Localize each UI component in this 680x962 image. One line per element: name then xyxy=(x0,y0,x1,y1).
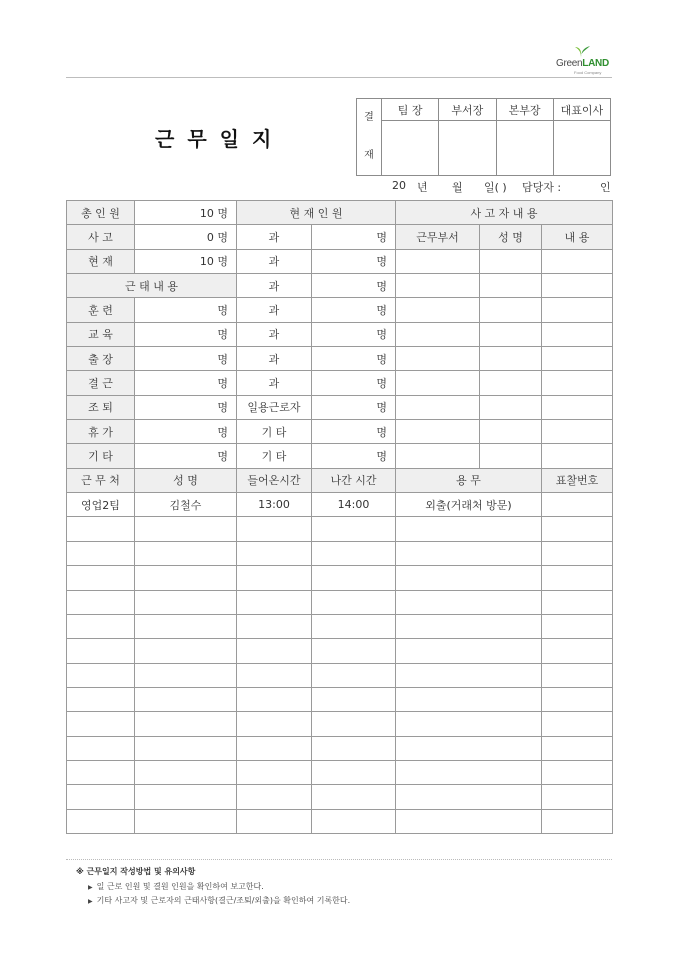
accident-dept-cell[interactable] xyxy=(396,347,480,371)
attendance-value[interactable]: 명 xyxy=(135,371,237,395)
col-dept-header: 근무부서 xyxy=(396,225,480,249)
log-time-in-cell[interactable] xyxy=(237,639,312,663)
date-year-unit: 년 xyxy=(417,181,428,194)
log-time-in-cell[interactable] xyxy=(237,736,312,760)
col-name-header: 성 명 xyxy=(480,225,542,249)
person-in-charge-label: 담당자 : xyxy=(522,181,562,194)
log-col-time-out: 나간 시간 xyxy=(312,468,396,492)
log-name-cell[interactable] xyxy=(135,639,237,663)
log-time-out-cell[interactable]: 14:00 xyxy=(312,493,396,517)
count-unit[interactable]: 명 xyxy=(312,225,396,249)
log-time-out-cell[interactable] xyxy=(312,663,396,687)
accident-dept-cell[interactable] xyxy=(396,371,480,395)
log-name-cell[interactable] xyxy=(135,785,237,809)
log-name-cell[interactable] xyxy=(135,809,237,833)
count-unit[interactable]: 명 xyxy=(312,371,396,395)
attendance-label: 출 장 xyxy=(67,347,135,371)
log-time-in-cell[interactable] xyxy=(237,566,312,590)
accident-name-cell[interactable] xyxy=(480,347,542,371)
log-time-in-cell[interactable] xyxy=(237,687,312,711)
count-unit[interactable]: 명 xyxy=(312,420,396,444)
log-purpose-cell[interactable] xyxy=(396,687,542,711)
signature-box[interactable] xyxy=(553,121,610,176)
current-staff-label: 현 재 인 원 xyxy=(237,201,396,225)
accident-name-cell[interactable] xyxy=(480,371,542,395)
approval-role-ceo: 대표이사 xyxy=(553,99,610,121)
log-name-cell[interactable] xyxy=(135,590,237,614)
approval-role-team-lead: 팀 장 xyxy=(382,99,439,121)
page-title: 근무일지 xyxy=(155,127,285,151)
log-workplace-cell[interactable] xyxy=(67,541,135,565)
log-badge-cell[interactable] xyxy=(542,809,613,833)
log-header-row xyxy=(67,468,613,492)
log-name-cell[interactable] xyxy=(135,517,237,541)
attendance-value[interactable]: 명 xyxy=(135,420,237,444)
log-workplace-cell[interactable] xyxy=(67,809,135,833)
table-row xyxy=(67,493,613,517)
log-badge-cell[interactable] xyxy=(542,493,613,517)
accident-name-cell[interactable] xyxy=(480,420,542,444)
log-workplace-cell[interactable] xyxy=(67,517,135,541)
attendance-mid-label: 과 xyxy=(237,322,312,346)
log-body xyxy=(67,493,613,834)
accident-dept-cell[interactable] xyxy=(396,298,480,322)
log-name-cell[interactable] xyxy=(135,663,237,687)
approval-side-label: 결 재 xyxy=(357,99,382,176)
log-workplace-cell[interactable] xyxy=(67,614,135,638)
log-purpose-cell[interactable] xyxy=(396,614,542,638)
attendance-row xyxy=(67,395,613,419)
attendance-label: 기 타 xyxy=(67,444,135,468)
count-unit[interactable]: 명 xyxy=(312,395,396,419)
log-time-in-cell[interactable] xyxy=(237,517,312,541)
total-staff-label: 총 인 원 xyxy=(67,201,135,225)
accident-detail-cell[interactable] xyxy=(542,420,613,444)
log-time-in-cell[interactable] xyxy=(237,809,312,833)
attendance-value[interactable]: 명 xyxy=(135,444,237,468)
footer-divider xyxy=(66,859,612,860)
attendance-mid-label: 기 타 xyxy=(237,420,312,444)
accident-name-cell[interactable] xyxy=(480,249,542,273)
log-time-in-cell[interactable]: 13:00 xyxy=(237,493,312,517)
accident-detail-cell[interactable] xyxy=(542,347,613,371)
accident-dept-cell[interactable] xyxy=(396,395,480,419)
log-name-cell[interactable] xyxy=(135,541,237,565)
log-purpose-cell[interactable] xyxy=(396,663,542,687)
attendance-value[interactable]: 명 xyxy=(135,347,237,371)
attendance-label: 휴 가 xyxy=(67,420,135,444)
notes-section xyxy=(76,866,350,909)
table-row xyxy=(67,541,613,565)
work-log-table xyxy=(66,200,613,834)
approval-role-division-head: 본부장 xyxy=(496,99,553,121)
table-row xyxy=(67,809,613,833)
log-time-out-cell[interactable] xyxy=(312,687,396,711)
summary-row xyxy=(67,249,613,273)
log-time-out-cell[interactable] xyxy=(312,809,396,833)
attendance-value[interactable]: 명 xyxy=(135,322,237,346)
attendance-row xyxy=(67,420,613,444)
log-name-cell[interactable] xyxy=(135,566,237,590)
log-time-out-cell[interactable] xyxy=(312,760,396,784)
log-time-out-cell[interactable] xyxy=(312,712,396,736)
table-row xyxy=(67,712,613,736)
log-time-out-cell[interactable] xyxy=(312,614,396,638)
date-line xyxy=(356,179,611,193)
log-workplace-cell[interactable] xyxy=(67,639,135,663)
present-label: 현 재 xyxy=(67,249,135,273)
attendance-label: 교 육 xyxy=(67,322,135,346)
count-unit[interactable]: 명 xyxy=(312,249,396,273)
attendance-mid-label: 과 xyxy=(237,298,312,322)
log-workplace-cell[interactable] xyxy=(67,663,135,687)
header-divider xyxy=(66,77,612,78)
log-workplace-cell[interactable] xyxy=(67,736,135,760)
seal-mark: 인 xyxy=(600,181,611,194)
log-purpose-cell[interactable] xyxy=(396,760,542,784)
log-workplace-cell[interactable] xyxy=(67,590,135,614)
log-purpose-cell[interactable] xyxy=(396,785,542,809)
accident-label: 사 고 xyxy=(67,225,135,249)
log-badge-cell[interactable] xyxy=(542,614,613,638)
count-unit[interactable]: 명 xyxy=(312,274,396,298)
attendance-row xyxy=(67,298,613,322)
log-workplace-cell[interactable]: 영업2팀 xyxy=(67,493,135,517)
log-col-name: 성 명 xyxy=(135,468,237,492)
log-time-in-cell[interactable] xyxy=(237,590,312,614)
log-purpose-cell[interactable] xyxy=(396,590,542,614)
accident-detail-cell[interactable] xyxy=(542,322,613,346)
summary-row xyxy=(67,201,613,225)
log-purpose-cell[interactable] xyxy=(396,517,542,541)
signature-box[interactable] xyxy=(496,121,553,176)
signature-box[interactable] xyxy=(382,121,439,176)
log-badge-cell[interactable] xyxy=(542,760,613,784)
log-col-purpose: 용 무 xyxy=(396,468,542,492)
attendance-value[interactable]: 명 xyxy=(135,395,237,419)
table-row xyxy=(67,566,613,590)
log-name-cell[interactable] xyxy=(135,736,237,760)
count-unit[interactable]: 명 xyxy=(312,322,396,346)
dept-unit: 과 xyxy=(237,274,312,298)
log-time-out-cell[interactable] xyxy=(312,785,396,809)
log-workplace-cell[interactable] xyxy=(67,760,135,784)
log-name-cell[interactable] xyxy=(135,614,237,638)
log-badge-cell[interactable] xyxy=(542,541,613,565)
log-purpose-cell[interactable] xyxy=(396,639,542,663)
count-unit[interactable]: 명 xyxy=(312,444,396,468)
accident-name-cell[interactable] xyxy=(480,322,542,346)
notes-item: ▶ 일 근로 인원 및 결원 인원을 확인하여 보고한다. xyxy=(88,882,264,891)
accident-detail-cell[interactable] xyxy=(542,274,613,298)
log-time-in-cell[interactable] xyxy=(237,785,312,809)
attendance-label: 결 근 xyxy=(67,371,135,395)
signature-box[interactable] xyxy=(439,121,496,176)
log-time-in-cell[interactable] xyxy=(237,614,312,638)
log-col-time-in: 들어온시간 xyxy=(237,468,312,492)
accident-detail-cell[interactable] xyxy=(542,444,613,468)
attendance-row xyxy=(67,371,613,395)
dept-unit: 과 xyxy=(237,225,312,249)
col-detail-header: 내 용 xyxy=(542,225,613,249)
table-row xyxy=(67,614,613,638)
log-workplace-cell[interactable] xyxy=(67,785,135,809)
count-unit[interactable]: 명 xyxy=(312,347,396,371)
attendance-row xyxy=(67,444,613,468)
approval-table xyxy=(356,98,611,176)
log-col-badge-number: 표찰번호 xyxy=(542,468,613,492)
accident-name-cell[interactable] xyxy=(480,395,542,419)
log-time-out-cell[interactable] xyxy=(312,517,396,541)
log-time-in-cell[interactable] xyxy=(237,712,312,736)
log-purpose-cell[interactable] xyxy=(396,541,542,565)
attendance-value[interactable]: 명 xyxy=(135,298,237,322)
notes-title: ※ 근무일지 작성방법 및 유의사항 xyxy=(76,867,196,876)
accident-detail-cell[interactable] xyxy=(542,371,613,395)
log-time-in-cell[interactable] xyxy=(237,663,312,687)
log-time-out-cell[interactable] xyxy=(312,639,396,663)
accident-name-cell[interactable] xyxy=(480,298,542,322)
accident-detail-cell[interactable] xyxy=(542,249,613,273)
accident-dept-cell[interactable] xyxy=(396,249,480,273)
log-workplace-cell[interactable] xyxy=(67,687,135,711)
log-time-out-cell[interactable] xyxy=(312,590,396,614)
attendance-mid-label: 과 xyxy=(237,347,312,371)
accident-name-cell[interactable] xyxy=(480,274,542,298)
accident-value[interactable]: 0 명 xyxy=(135,225,237,249)
table-row xyxy=(67,517,613,541)
accident-detail-cell[interactable] xyxy=(542,298,613,322)
leaf-icon xyxy=(570,44,592,58)
date-day[interactable]: 일( ) xyxy=(484,181,507,194)
summary-row xyxy=(67,225,613,249)
attendance-row xyxy=(67,347,613,371)
notes-item: ▶ 기타 사고자 및 근로자의 근태사항(결근/조퇴/외출)을 확인하여 기록한다. xyxy=(88,896,351,905)
table-row xyxy=(67,760,613,784)
table-row xyxy=(67,639,613,663)
present-value[interactable]: 10 명 xyxy=(135,249,237,273)
log-badge-cell[interactable] xyxy=(542,663,613,687)
log-badge-cell[interactable] xyxy=(542,517,613,541)
table-row xyxy=(67,736,613,760)
accident-header: 사 고 자 내 용 xyxy=(396,201,613,225)
approval-role-dept-head: 부서장 xyxy=(439,99,496,121)
date-month[interactable]: 월 xyxy=(452,181,463,194)
table-row xyxy=(67,663,613,687)
log-badge-cell[interactable] xyxy=(542,639,613,663)
logo-subtitle: Food Company xyxy=(574,70,602,75)
summary-row xyxy=(67,274,613,298)
log-purpose-cell[interactable] xyxy=(396,712,542,736)
count-unit[interactable]: 명 xyxy=(312,298,396,322)
attendance-row xyxy=(67,322,613,346)
date-year[interactable]: 20 xyxy=(392,179,406,192)
log-name-cell[interactable] xyxy=(135,687,237,711)
logo-wordmark: GreenLAND xyxy=(556,58,609,69)
attendance-header: 근 태 내 용 xyxy=(67,274,237,298)
log-time-in-cell[interactable] xyxy=(237,541,312,565)
accident-dept-cell[interactable] xyxy=(396,322,480,346)
log-name-cell[interactable] xyxy=(135,712,237,736)
attendance-mid-label: 일용근로자 xyxy=(237,395,312,419)
log-badge-cell[interactable] xyxy=(542,566,613,590)
log-purpose-cell[interactable] xyxy=(396,809,542,833)
table-row xyxy=(67,687,613,711)
accident-detail-cell[interactable] xyxy=(542,395,613,419)
log-badge-cell[interactable] xyxy=(542,712,613,736)
log-time-out-cell[interactable] xyxy=(312,541,396,565)
company-logo xyxy=(551,44,613,76)
attendance-mid-label: 기 타 xyxy=(237,444,312,468)
log-name-cell[interactable]: 김철수 xyxy=(135,493,237,517)
log-purpose-cell[interactable]: 외출(거래처 방문) xyxy=(396,493,542,517)
log-time-in-cell[interactable] xyxy=(237,760,312,784)
log-badge-cell[interactable] xyxy=(542,736,613,760)
log-workplace-cell[interactable] xyxy=(67,566,135,590)
log-workplace-cell[interactable] xyxy=(67,712,135,736)
attendance-label: 조 퇴 xyxy=(67,395,135,419)
attendance-label: 훈 련 xyxy=(67,298,135,322)
log-badge-cell[interactable] xyxy=(542,590,613,614)
accident-dept-cell[interactable] xyxy=(396,274,480,298)
log-time-out-cell[interactable] xyxy=(312,566,396,590)
accident-dept-cell[interactable] xyxy=(396,444,480,468)
triangle-bullet-icon: ▶ xyxy=(88,898,93,905)
total-staff-value[interactable]: 10 명 xyxy=(135,201,237,225)
table-row xyxy=(67,590,613,614)
dept-unit: 과 xyxy=(237,249,312,273)
log-time-out-cell[interactable] xyxy=(312,736,396,760)
log-badge-cell[interactable] xyxy=(542,785,613,809)
accident-dept-cell[interactable] xyxy=(396,420,480,444)
table-row xyxy=(67,785,613,809)
log-col-workplace: 근 무 처 xyxy=(67,468,135,492)
log-purpose-cell[interactable] xyxy=(396,566,542,590)
triangle-bullet-icon: ▶ xyxy=(88,884,93,891)
attendance-mid-label: 과 xyxy=(237,371,312,395)
accident-name-cell[interactable] xyxy=(480,444,542,468)
log-badge-cell[interactable] xyxy=(542,687,613,711)
log-purpose-cell[interactable] xyxy=(396,736,542,760)
log-name-cell[interactable] xyxy=(135,760,237,784)
